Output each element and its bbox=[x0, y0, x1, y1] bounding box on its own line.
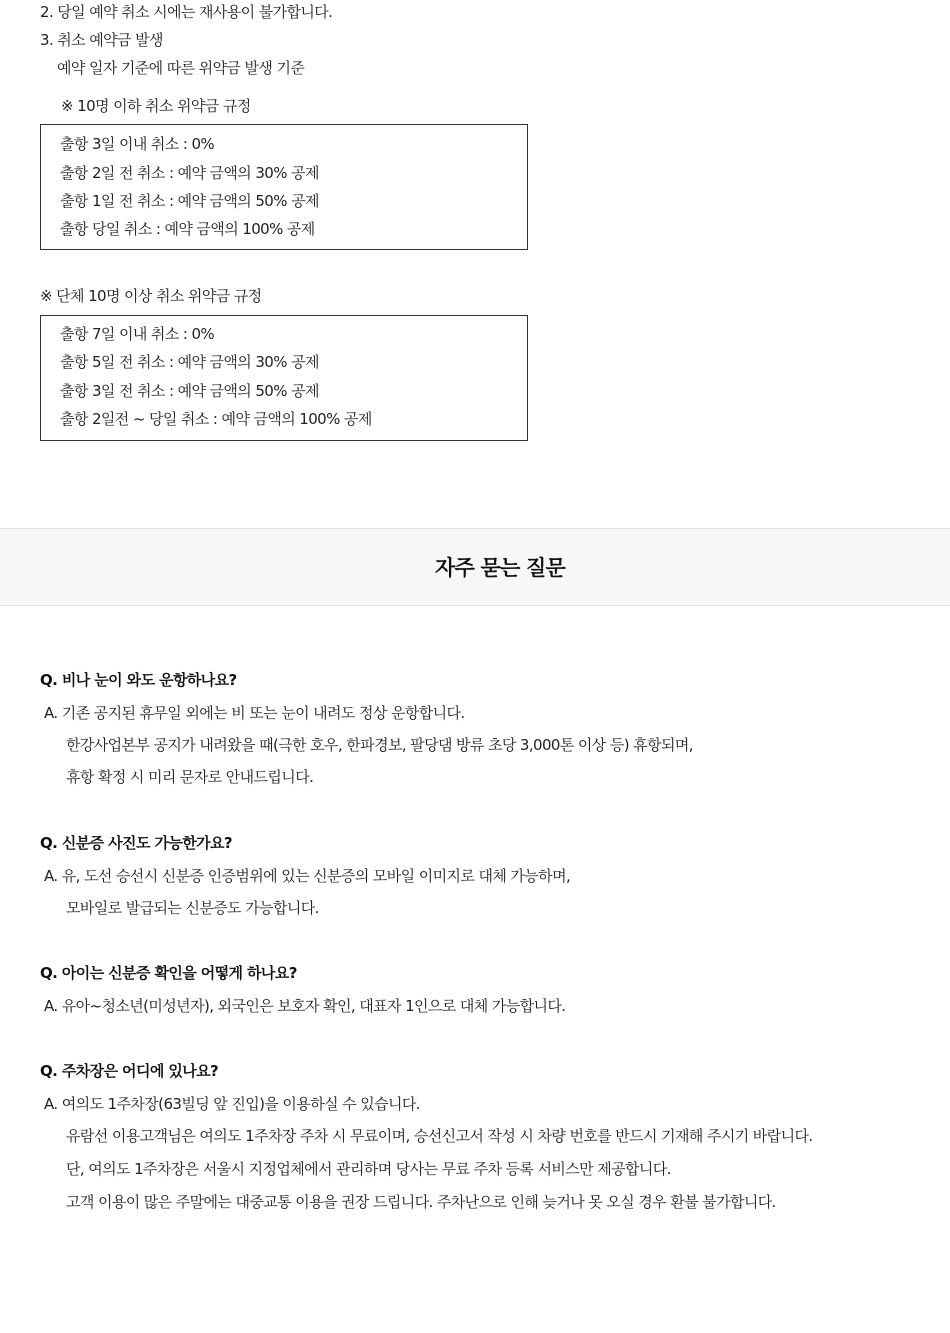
faq-answer-line: A. 유, 도선 승선시 신분증 인증범위에 있는 신분증의 모바일 이미지로 대체 가능하며, bbox=[44, 867, 571, 885]
faq-answer-line: 한강사업본부 공지가 내려왔을 때(극한 호우, 한파경보, 팔당댐 방류 초당 3,000톤 이상 등) 휴항되며, bbox=[66, 736, 693, 754]
large-group-rule: 출항 7일 이내 취소 : 0% bbox=[60, 325, 215, 343]
small-group-heading: ※ 10명 이하 취소 위약금 규정 bbox=[61, 97, 251, 115]
faq-question: Q. 신분증 사진도 가능한가요? bbox=[40, 834, 233, 852]
small-group-rule: 출항 당일 취소 : 예약 금액의 100% 공제 bbox=[60, 220, 315, 238]
faq-answer-line: 고객 이용이 많은 주말에는 대중교통 이용을 권장 드립니다. 주차난으로 인해 늦거나 못 오실 경우 환불 불가합니다. bbox=[66, 1193, 776, 1211]
faq-question: Q. 비나 눈이 와도 운항하나요? bbox=[40, 671, 237, 689]
small-group-rule: 출항 1일 전 취소 : 예약 금액의 50% 공제 bbox=[60, 192, 319, 210]
small-group-rules-box bbox=[40, 124, 528, 250]
faq-answer-line: 모바일로 발급되는 신분증도 가능합니다. bbox=[66, 899, 319, 917]
large-group-rule: 출항 3일 전 취소 : 예약 금액의 50% 공제 bbox=[60, 382, 319, 400]
policy-item-2: 2. 당일 예약 취소 시에는 재사용이 불가합니다. bbox=[40, 3, 333, 21]
policy-item-3-sub: 예약 일자 기준에 따른 위약금 발생 기준 bbox=[57, 59, 305, 77]
large-group-rule: 출항 2일전 ~ 당일 취소 : 예약 금액의 100% 공제 bbox=[60, 410, 372, 428]
small-group-rule: 출항 2일 전 취소 : 예약 금액의 30% 공제 bbox=[60, 164, 319, 182]
faq-answer-line: A. 여의도 1주차장(63빌딩 앞 진입)을 이용하실 수 있습니다. bbox=[44, 1095, 420, 1113]
faq-answer-line: 휴항 확정 시 미리 문자로 안내드립니다. bbox=[66, 768, 314, 786]
policy-item-3-title: 3. 취소 예약금 발생 bbox=[40, 31, 163, 49]
faq-answer-line: A. 유아~청소년(미성년자), 외국인은 보호자 확인, 대표자 1인으로 대체 가능합니다. bbox=[44, 997, 566, 1015]
faq-question: Q. 주차장은 어디에 있나요? bbox=[40, 1062, 219, 1080]
large-group-heading: ※ 단체 10명 이상 취소 위약금 규정 bbox=[40, 287, 262, 305]
faq-question: Q. 아이는 신분증 확인을 어떻게 하나요? bbox=[40, 964, 297, 982]
faq-title: 자주 묻는 질문 bbox=[435, 556, 565, 580]
large-group-rules-box bbox=[40, 315, 528, 441]
small-group-rule: 출항 3일 이내 취소 : 0% bbox=[60, 135, 215, 153]
faq-answer-line: 단, 여의도 1주차장은 서울시 지정업체에서 관리하며 당사는 무료 주차 등록 서비스만 제공합니다. bbox=[66, 1160, 671, 1178]
faq-answer-line: 유람선 이용고객님은 여의도 1주차장 주차 시 무료이며, 승선신고서 작성 시 차량 번호를 반드시 기재해 주시기 바랍니다. bbox=[66, 1127, 813, 1145]
large-group-rule: 출항 5일 전 취소 : 예약 금액의 30% 공제 bbox=[60, 353, 319, 371]
faq-answer-line: A. 기존 공지된 휴무일 외에는 비 또는 눈이 내려도 정상 운항합니다. bbox=[44, 704, 465, 722]
